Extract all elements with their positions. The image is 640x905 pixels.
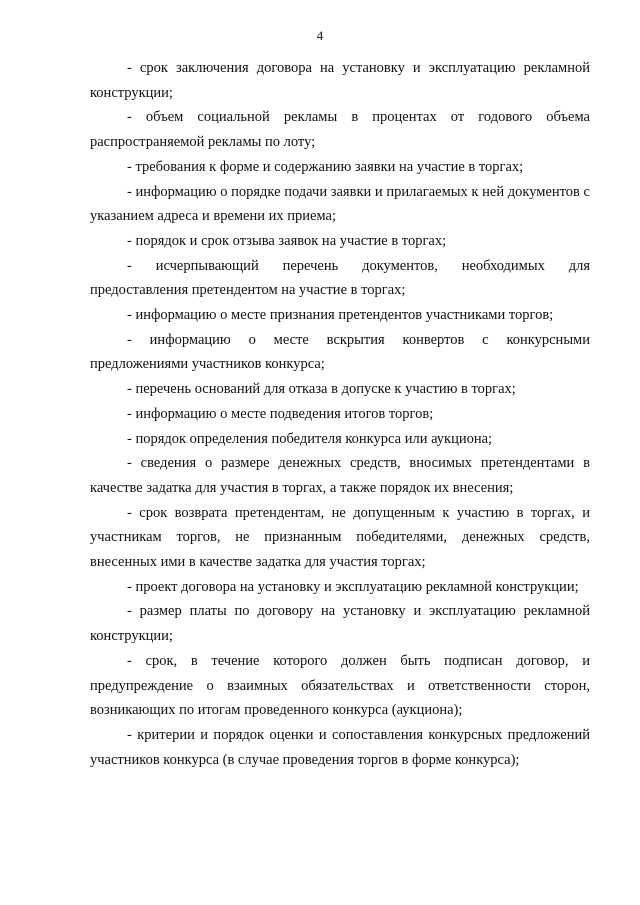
list-item: - информацию о месте вскрытия конвертов с конкурсными предложениями участников конкурса; <box>90 331 590 373</box>
list-item: - объем социальной рекламы в процентах от годового объема распространяемой рекламы по лоту; <box>90 109 590 151</box>
list-item: - сведения о размере денежных средств, вносимых претендентами в качестве задатка для участия в торгах, а также порядок их внесения; <box>90 455 590 496</box>
list-item: - порядок определения победителя конкурса или аукциона; <box>127 430 493 447</box>
list-item: - информацию о месте подведения итогов торгов; <box>127 405 434 422</box>
list-item: - информацию о порядке подачи заявки и прилагаемых к ней документов с указанием адреса и времени их приема; <box>90 183 590 225</box>
list-item: - требования к форме и содержанию заявки на участие в торгах; <box>127 158 524 175</box>
list-item: - срок, в течение которого должен быть подписан договор, и предупреждение о взаимных обязательствах и ответственности сторон, возникающих по итогам проведенного конкурса (аукциона); <box>90 652 590 719</box>
list-item: - перечень оснований для отказа в допуске к участию в торгах; <box>127 381 516 398</box>
list-item: - порядок и срок отзыва заявок на участие в торгах; <box>127 232 447 249</box>
list-item: - проект договора на установку и эксплуатацию рекламной конструкции; <box>127 578 579 595</box>
document-body <box>90 56 590 772</box>
list-item: - размер платы по договору на установку и эксплуатацию рекламной конструкции; <box>90 603 590 645</box>
list-item: - исчерпывающий перечень документов, необходимых для предоставления претендентом на участие в торгах; <box>90 257 590 299</box>
list-item: - срок заключения договора на установку и эксплуатацию рекламной конструкции; <box>90 60 590 101</box>
list-item: - информацию о месте признания претендентов участниками торгов; <box>127 307 554 324</box>
list-item: - критерии и порядок оценки и сопоставления конкурсных предложений участников конкурса (в случае проведения торгов в форме конкурса); <box>90 726 590 768</box>
page-number: 4 <box>316 28 324 43</box>
list-item: - срок возврата претендентам, не допущенным к участию в торгах, и участникам торгов, не признанным победителями, денежных средств, внесенных ими в качестве задатка для участия торгах; <box>90 504 590 571</box>
